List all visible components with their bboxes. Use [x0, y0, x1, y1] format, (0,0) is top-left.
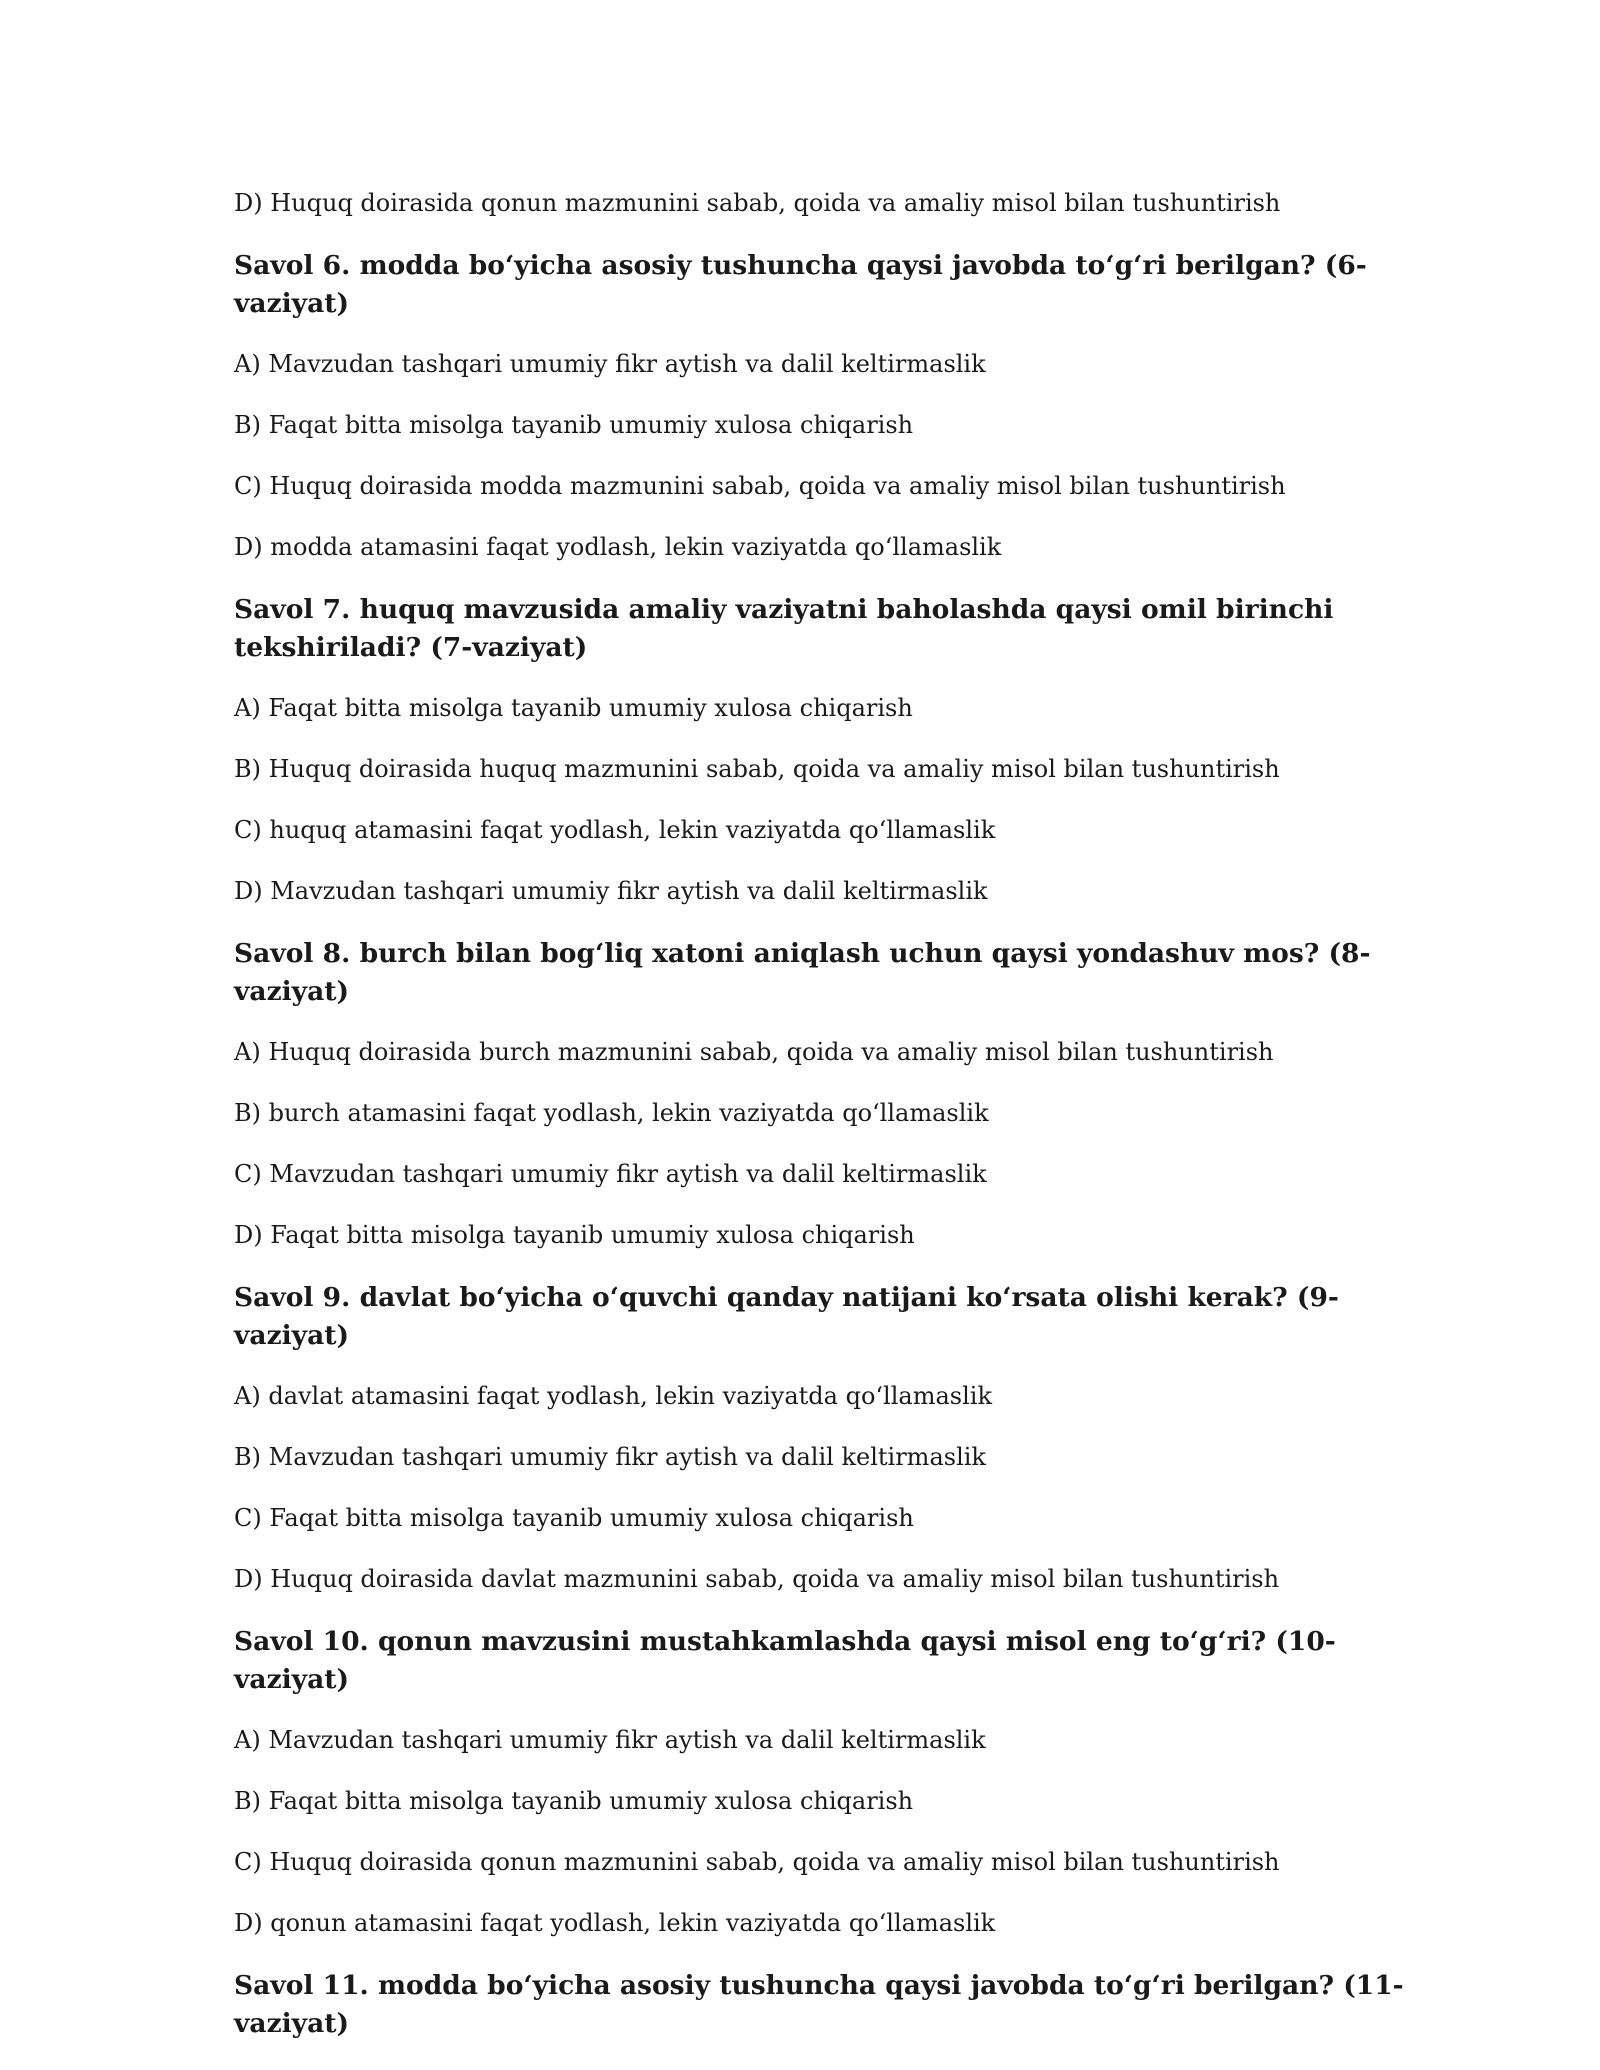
answer-option: B) Faqat bitta misolga tayanib umumiy xulosa chiqarish — [234, 1787, 914, 1815]
answer-option: C) Mavzudan tashqari umumiy fikr aytish va dalil keltirmaslik — [234, 1160, 987, 1188]
answer-option: A) Mavzudan tashqari umumiy fikr aytish va dalil keltirmaslik — [234, 350, 986, 378]
answer-option: B) Faqat bitta misolga tayanib umumiy xulosa chiqarish — [234, 411, 914, 439]
question-heading: Savol 8. burch bilan bog‘liq xatoni aniqlash uchun qaysi yondashuv mos? (8-vaziyat) — [234, 938, 1371, 1007]
answer-option: A) Faqat bitta misolga tayanib umumiy xulosa chiqarish — [234, 694, 913, 722]
answer-option: C) Huquq doirasida qonun mazmunini sabab, qoida va amaliy misol bilan tushuntirish — [234, 1848, 1280, 1876]
document-content — [234, 186, 1414, 2067]
answer-option: B) Mavzudan tashqari umumiy fikr aytish va dalil keltirmaslik — [234, 1443, 986, 1471]
answer-option: A) Mavzudan tashqari umumiy fikr aytish va dalil keltirmaslik — [234, 1726, 986, 1754]
question-heading: Savol 9. davlat bo‘yicha o‘quvchi qanday natijani ko‘rsata olishi kerak? (9-vaziyat) — [234, 1282, 1339, 1351]
answer-option: A) Huquq doirasida burch mazmunini sabab, qoida va amaliy misol bilan tushuntirish — [234, 1038, 1274, 1066]
question-heading: Savol 7. huquq mavzusida amaliy vaziyatni baholashda qaysi omil birinchi tekshiriladi? (7-vaziyat) — [234, 594, 1334, 663]
question-heading: Savol 11. modda bo‘yicha asosiy tushuncha qaysi javobda to‘g‘ri berilgan? (11-vaziyat) — [234, 1970, 1404, 2039]
answer-option: D) modda atamasini faqat yodlash, lekin vaziyatda qo‘llamaslik — [234, 533, 1002, 561]
question-heading: Savol 10. qonun mavzusini mustahkamlashda qaysi misol eng to‘g‘ri? (10-vaziyat) — [234, 1626, 1336, 1695]
answer-option: C) huquq atamasini faqat yodlash, lekin vaziyatda qo‘llamaslik — [234, 816, 996, 844]
answer-option: A) davlat atamasini faqat yodlash, lekin vaziyatda qo‘llamaslik — [234, 1382, 992, 1410]
answer-option: C) Huquq doirasida modda mazmunini sabab, qoida va amaliy misol bilan tushuntirish — [234, 472, 1286, 500]
answer-option: D) Faqat bitta misolga tayanib umumiy xulosa chiqarish — [234, 1221, 915, 1249]
answer-option: B) burch atamasini faqat yodlash, lekin vaziyatda qo‘llamaslik — [234, 1099, 989, 1127]
answer-option: D) Huquq doirasida davlat mazmunini sabab, qoida va amaliy misol bilan tushuntirish — [234, 1565, 1280, 1593]
answer-option: B) Huquq doirasida huquq mazmunini sabab, qoida va amaliy misol bilan tushuntirish — [234, 755, 1280, 783]
answer-option: D) Mavzudan tashqari umumiy fikr aytish va dalil keltirmaslik — [234, 877, 988, 905]
answer-option: D) Huquq doirasida qonun mazmunini sabab, qoida va amaliy misol bilan tushuntirish — [234, 189, 1281, 217]
question-heading: Savol 6. modda bo‘yicha asosiy tushuncha qaysi javobda to‘g‘ri berilgan? (6-vaziyat) — [234, 250, 1367, 319]
answer-option: C) Faqat bitta misolga tayanib umumiy xulosa chiqarish — [234, 1504, 914, 1532]
answer-option: D) qonun atamasini faqat yodlash, lekin vaziyatda qo‘llamaslik — [234, 1909, 996, 1937]
